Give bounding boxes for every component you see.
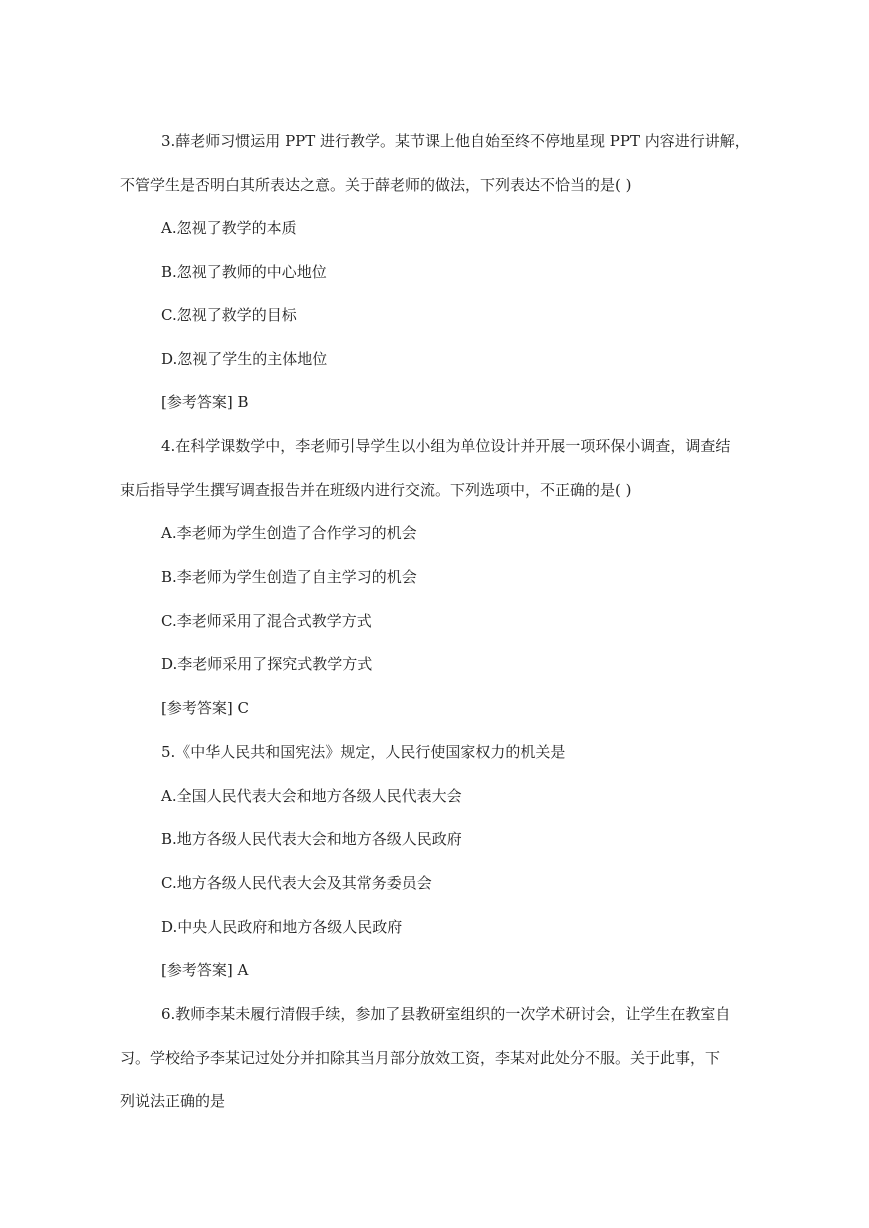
question-4-line-2: 束后指导学生撰写调查报告并在班级内进行交流。下列选项中，不正确的是( ) — [120, 481, 632, 499]
option-d: D.李老师采用了探究式教学方式 — [161, 655, 373, 673]
option-c: C.地方各级人民代表大会及其常务委员会 — [161, 874, 432, 892]
option-a: A.忽视了教学的本质 — [161, 219, 297, 237]
option-b: B.地方各级人民代表大会和地方各级人民政府 — [161, 830, 462, 848]
question-6-line-1: 6.教师李某未履行清假手续，参加了县教研室组织的一次学术研讨会，让学生在教室自 — [161, 1005, 731, 1023]
option-a: A.李老师为学生创造了合作学习的机会 — [161, 524, 417, 542]
question-4-line-1: 4.在科学课数学中，李老师引导学生以小组为单位设计并开展一项环保小调查，调查结 — [161, 437, 731, 455]
question-5: 5.《中华人民共和国宪法》规定，人民行使国家权力的机关是 — [161, 743, 566, 761]
answer-3: [参考答案] B — [161, 393, 249, 411]
option-c: C.李老师采用了混合式教学方式 — [161, 612, 372, 630]
question-3-line-2: 不管学生是否明白其所表达之意。关于薛老师的做法，下列表达不恰当的是( ) — [120, 176, 632, 194]
option-d: D.忽视了学生的主体地位 — [161, 350, 328, 368]
question-3-line-1: 3.薛老师习惯运用 PPT 进行教学。某节课上他自始至终不停地星现 PPT 内容进行讲解， — [161, 132, 750, 150]
option-a: A.全国人民代表大会和地方各级人民代表大会 — [161, 787, 462, 805]
answer-4: [参考答案] C — [161, 699, 249, 717]
answer-5: [参考答案] A — [161, 961, 249, 979]
option-c: C.忽视了救学的目标 — [161, 306, 297, 324]
question-6-line-2: 习。学校给予李某记过处分并扣除其当月部分放效工资，李某对此处分不服。关于此事，下 — [120, 1049, 721, 1067]
question-6-line-3: 列说法正确的是 — [120, 1092, 226, 1110]
option-b: B.李老师为学生创造了自主学习的机会 — [161, 568, 417, 586]
option-b: B.忽视了教师的中心地位 — [161, 263, 327, 281]
option-d: D.中央人民政府和地方各级人民政府 — [161, 918, 403, 936]
